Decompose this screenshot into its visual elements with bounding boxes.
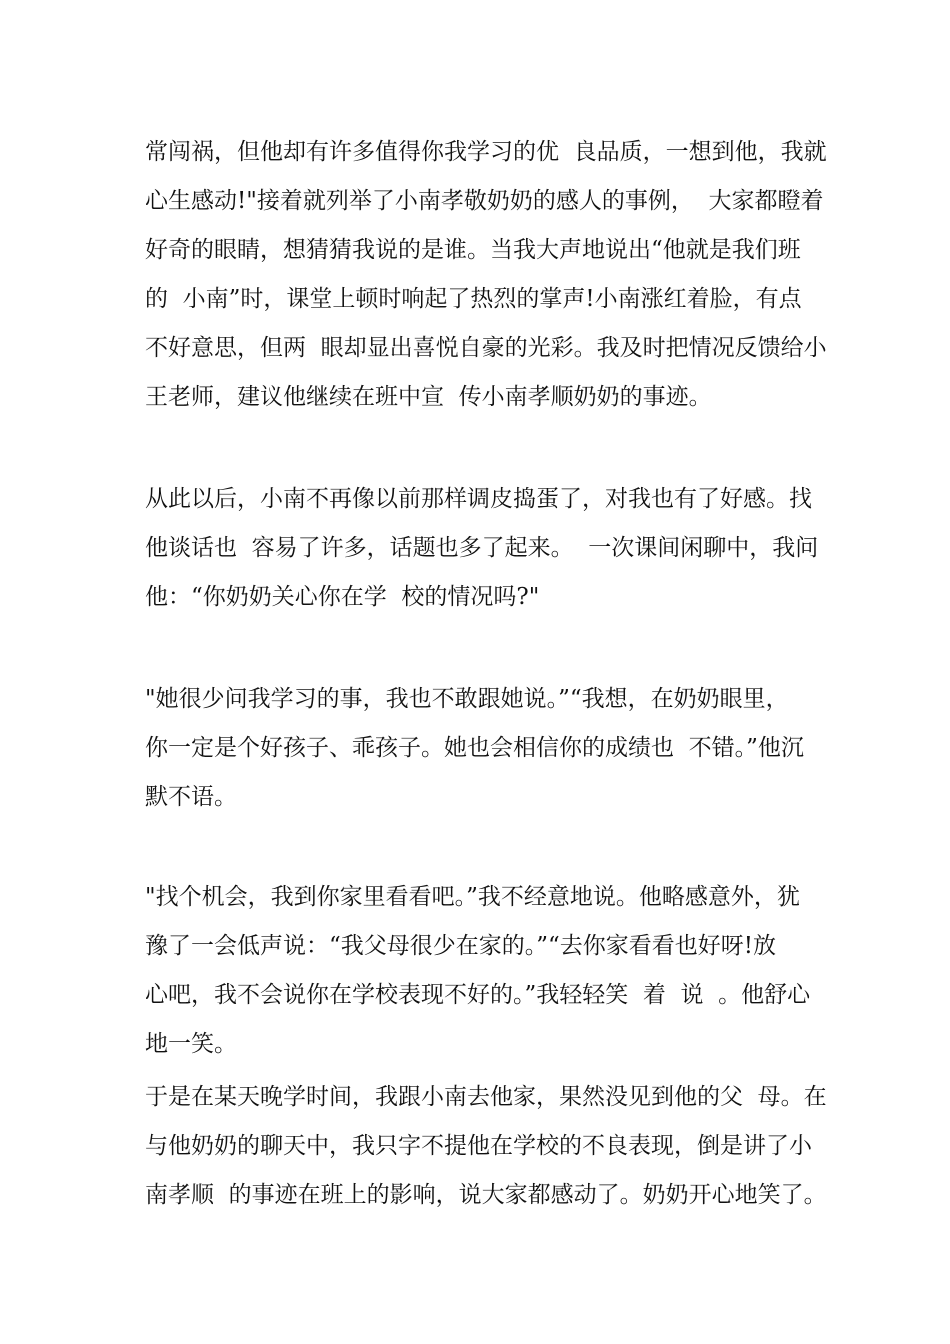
text-line: 心生感动!"接着就列举了小南孝敬奶奶的感人的事例， 大家都瞪着 — [145, 188, 824, 214]
text-line: 好奇的眼睛，想猜猜我说的是谁。当我大声地说出“他就是我们班 — [145, 237, 801, 263]
text-line: "她很少问我学习的事，我也不敢跟她说。”“我想，在奶奶眼里， — [145, 686, 789, 712]
text-line: 他谈话也 容易了许多，话题也多了起来。 一次课间闲聊中，我问 — [145, 535, 819, 561]
text-line: 地一笑。 — [145, 1031, 237, 1057]
text-line: "找个机会，我到你家里看看吧。”我不经意地说。他略感意外，犹 — [145, 884, 800, 910]
text-line: 心吧，我不会说你在学校表现不好的。”我轻轻笑 着 说 。他舒心 — [145, 982, 811, 1008]
text-line: 他：“你奶奶关心你在学 校的情况吗?" — [145, 584, 540, 610]
text-line: 默不语。 — [145, 784, 237, 810]
text-line: 豫了一会低声说：“我父母很少在家的。”“去你家看看也好呀!放 — [145, 933, 777, 959]
text-line: 与他奶奶的聊天中，我只字不提他在学校的不良表现，倒是讲了小 — [145, 1133, 812, 1159]
text-line: 于是在某天晚学时间，我跟小南去他家，果然没见到他的父 母。在 — [145, 1084, 827, 1110]
text-line: 的 小南”时，课堂上顿时响起了热烈的掌声!小南涨红着脸，有点 — [145, 286, 802, 312]
text-line: 王老师，建议他继续在班中宣 传小南孝顺奶奶的事迹。 — [145, 384, 712, 410]
text-line: 不好意思，但两 眼却显出喜悦自豪的光彩。我及时把情况反馈给小 — [145, 335, 827, 361]
text-line: 你一定是个好孩子、乖孩子。她也会相信你的成绩也 不错。”他沉 — [145, 735, 804, 761]
text-line: 常闯祸，但他却有许多值得你我学习的优 良品质，一想到他，我就 — [145, 139, 827, 165]
text-line: 从此以后，小南不再像以前那样调皮捣蛋了，对我也有了好感。找 — [145, 486, 812, 512]
text-line: 南孝顺 的事迹在班上的影响，说大家都感动了。奶奶开心地笑了。 — [145, 1182, 827, 1208]
